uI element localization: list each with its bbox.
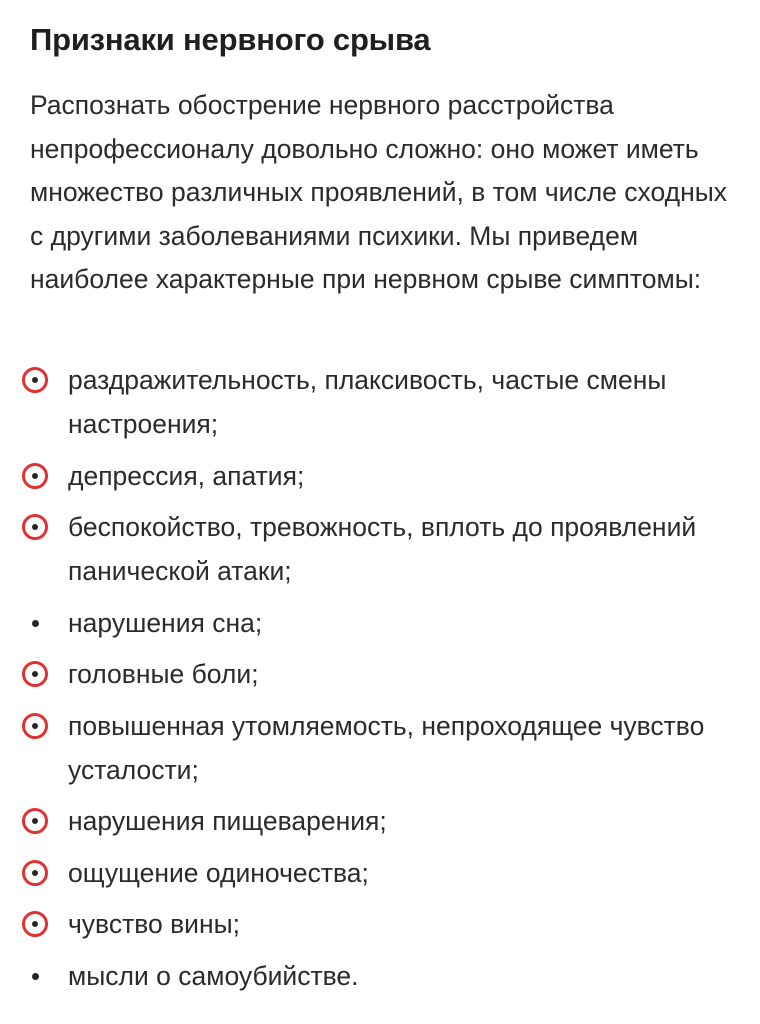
red-circle-dot-icon	[22, 367, 48, 393]
list-item-text: мысли о самоубийстве.	[68, 960, 359, 991]
list-item-text: депрессия, апатия;	[68, 460, 305, 491]
list-item-text: повышенная утомляемость, непроходящее чувство усталости;	[68, 710, 705, 785]
symptoms-list	[0, 358, 760, 1005]
list-item	[0, 851, 760, 895]
bullet-dot-icon	[22, 610, 48, 636]
list-item-text: раздражительность, плаксивость, частые смены настроения;	[68, 365, 667, 439]
list-item	[0, 902, 760, 946]
list-item	[0, 358, 760, 446]
list-item	[0, 954, 760, 998]
red-circle-dot-icon	[22, 463, 48, 489]
list-item-text: головные боли;	[68, 659, 259, 689]
list-item	[0, 505, 760, 593]
list-item-text: нарушения сна;	[68, 607, 263, 638]
bullet-dot-icon	[22, 963, 48, 989]
list-item-text: нарушения пищеварения;	[68, 806, 387, 836]
red-circle-dot-icon	[22, 713, 48, 739]
list-item	[0, 454, 760, 498]
list-item-text: ощущение одиночества;	[68, 857, 369, 888]
list-item-text: беспокойство, тревожность, вплоть до проявлений панической атаки;	[68, 512, 697, 586]
intro-paragraph: Распознать обострение нервного расстройства непрофессионалу довольно сложно: оно может иметь множество различных проявлений, в том числе сходных с другими заболеваниями психики. Мы приведем наиболее характерные при нервном срыве симптомы:	[30, 90, 728, 294]
list-item	[0, 652, 760, 696]
red-circle-dot-icon	[22, 808, 48, 834]
list-item	[0, 799, 760, 843]
red-circle-dot-icon	[22, 514, 48, 540]
list-item	[0, 704, 760, 792]
red-circle-dot-icon	[22, 661, 48, 687]
list-item-text: чувство вины;	[68, 909, 241, 939]
red-circle-dot-icon	[22, 911, 48, 937]
red-circle-dot-icon	[22, 860, 48, 886]
list-item	[0, 601, 760, 645]
section-heading: Признаки нервного срыва	[30, 22, 431, 57]
